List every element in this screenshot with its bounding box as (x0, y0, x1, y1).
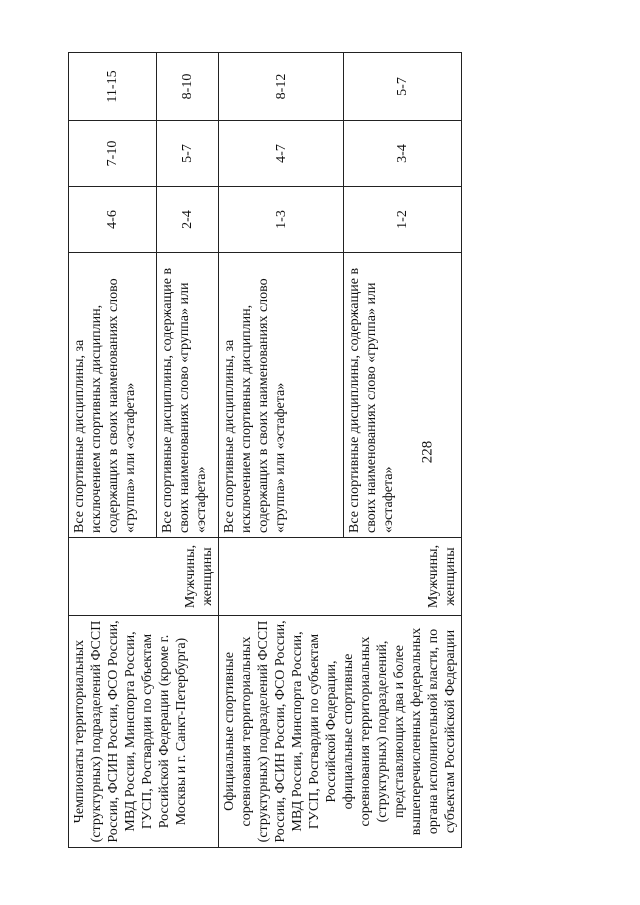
value-cell: 11-15 (69, 53, 157, 121)
value-cell: 2-4 (157, 187, 219, 253)
value-cell: 4-6 (69, 187, 157, 253)
discipline-cell: Все спортивные дисциплины, содержащие в своих наименованиях слово «группа» или «эстафета» (157, 253, 219, 538)
sports-rank-table (68, 52, 462, 848)
value-cell: 1-2 (344, 187, 462, 253)
value-cell: 5-7 (157, 121, 219, 187)
discipline-cell: Все спортивные дисциплины, содержащие в своих наименованиях слово «группа» или «эстафета» (344, 253, 462, 538)
competition-cell: Официальные спортивные соревнования территориальных (структурных) подразделений ФССП России, ФСИН России, ФСО России, МВД России, Минспорта России, ГУСП, Росгвардии по субъектам Российской Федерации, официальные спортивные соревнования территориальных (структурных) подразделений, представляющих два и более вышеперечисленных федеральных органа исполнительной власти, по субъектам Российской Федерации (219, 616, 462, 848)
competition-cell: Чемпионаты территориальных (структурных) подразделений ФССП России, ФСИН России, ФСО России, МВД России, Минспорта России, ГУСП, Росгвардии по субъектам Российской Федерации (кроме г. Москвы и г. Санкт-Петербурга) (69, 616, 219, 848)
page-number: 228 (419, 440, 436, 464)
gender-cell: Мужчины, женщины (69, 538, 219, 616)
value-cell: 8-12 (219, 53, 344, 121)
discipline-cell: Все спортивные дисциплины, за исключением спортивных дисциплин, содержащих в своих наименованиях слово «группа» или «эстафета» (219, 253, 344, 538)
table-row (219, 53, 344, 848)
value-cell: 4-7 (219, 121, 344, 187)
table-row (69, 53, 157, 848)
value-cell: 1-3 (219, 187, 344, 253)
gender-cell: Мужчины, женщины (219, 538, 462, 616)
value-cell: 3-4 (344, 121, 462, 187)
value-cell: 5-7 (344, 53, 462, 121)
value-cell: 8-10 (157, 53, 219, 121)
value-cell: 7-10 (69, 121, 157, 187)
discipline-cell: Все спортивные дисциплины, за исключением спортивных дисциплин, содержащих в своих наименованиях слово «группа» или «эстафета» (69, 253, 157, 538)
